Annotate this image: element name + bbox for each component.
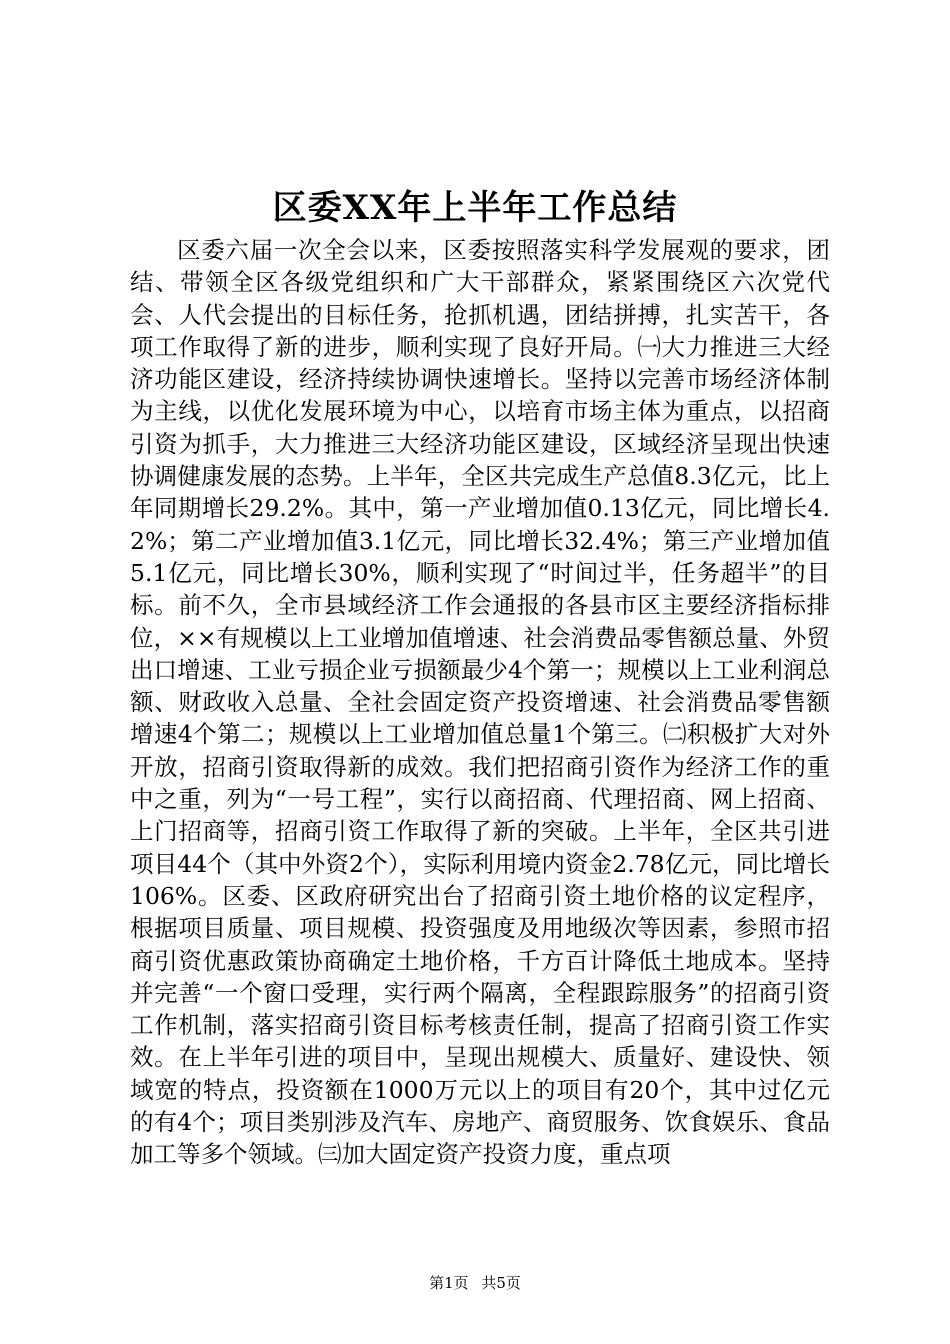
document-body: 区委六届一次全会以来，区委按照落实科学发展观的要求，团结、带领全区各级党组织和广大干部群众，紧紧围绕区六次党代会、人代会提出的目标任务，抢抓机遇，团结拼搏，扎实苦干，各项工作取得了新的进步，顺利实现了良好开局。㈠大力推进三大经济功能区建设，经济持续协调快速增长。坚持以完善市场经济体制为主线，以优化发展环境为中心，以培育市场主体为重点，以招商引资为抓手，大力推进三大经济功能区建设，区域经济呈现出快速协调健康发展的态势。上半年，全区共完成生产总值8.3亿元，比上年同期增长29.2%。其中，第一产业增加值0.13亿元，同比增长4.2%；第二产业增加值3.1亿元，同比增长32.4%；第三产业增加值5.1亿元，同比增长30%，顺利实现了“时间过半，任务超半”的目标。前不久，全市县域经济工作会通报的各县市区主要经济指标排位，××有规模以上工业增加值增速、社会消费品零售额总量、外贸出口增速、工业亏损企业亏损额最少4个第一；规模以上工业利润总额、财政收入总量、全社会固定资产投资增速、社会消费品零售额增速4个第二；规模以上工业增加值总量1个第三。㈡积极扩大对外开放，招商引资取得新的成效。我们把招商引资作为经济工作的重中之重，列为“一号工程”，实行以商招商、代理招商、网上招商、上门招商等，招商引资工作取得了新的突破。上半年，全区共引进项目44个（其中外资2个），实际利用境内资金2.78亿元，同比增长106%。区委、区政府研究出台了招商引资土地价格的议定程序，根据项目质量、项目规模、投资强度及用地级次等因素，参照市招商引资优惠政策协商确定土地价格，千方百计降低土地成本。坚持并完善“一个窗口受理，实行两个隔离，全程跟踪服务”的招商引资工作机制，落实招商引资目标考核责任制，提高了招商引资工作实效。在上半年引进的项目中，呈现出规模大、质量好、建设快、领域宽的特点，投资额在1000万元以上的项目有20个，其中过亿元的有4个；项目类别涉及汽车、房地产、商贸服务、饮食娱乐、食品加工等多个领域。㈢加大固定资产投资力度，重点项 [130,236,830,1169]
page-footer [0,1273,950,1293]
page-number: 第1页 [429,1274,469,1292]
document-title: 区委XX年上半年工作总结 [272,188,678,228]
page-total: 共5页 [481,1274,521,1292]
